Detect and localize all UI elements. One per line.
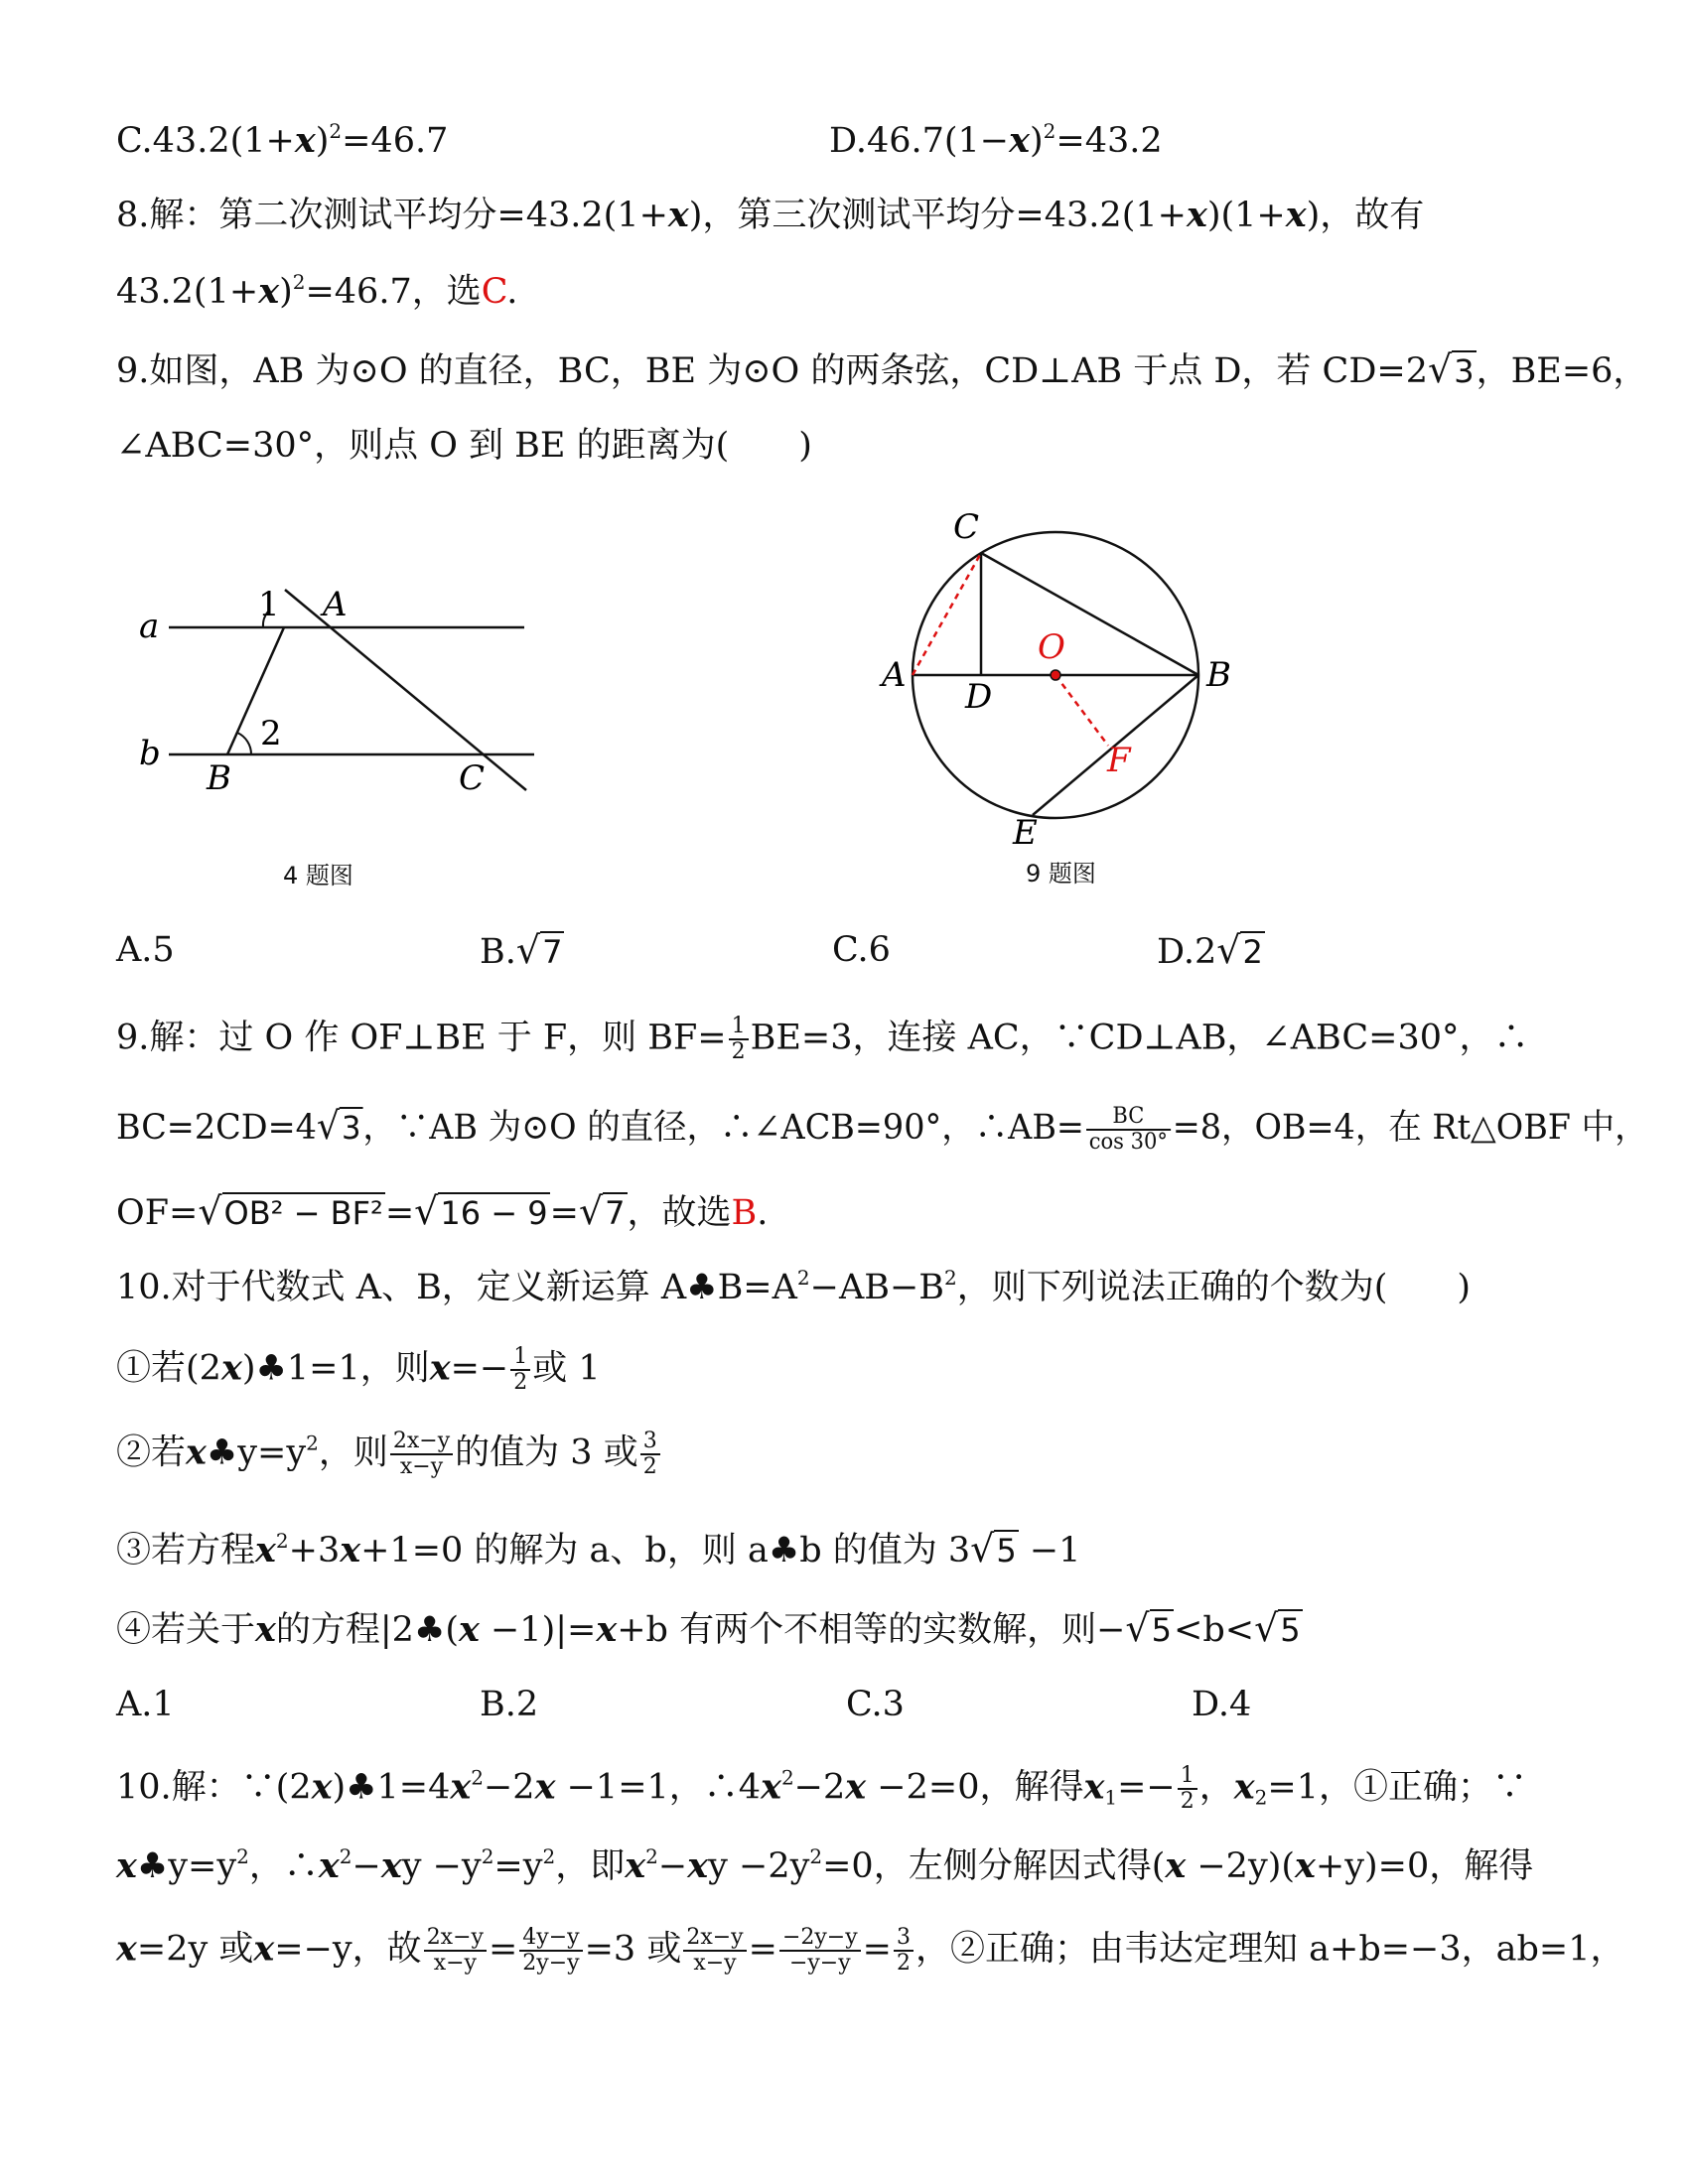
answer-9-line-3: OF=√OB² − BF²=√16 − 9=√7，故选B. <box>116 1189 769 1233</box>
answer-10-line-1: 10.解：$\because(2x)♣1=4x^2-2x -1=1$，$\therefore 4x^2-2x -2=0$，解得$x_1=-$ $\frac{1}{2}$ ，$x_2=1$，①正确；∵ <box>116 1763 1527 1814</box>
question-9-line-1: 9.如图，AB 为⊙O 的直径，BC，BE 为⊙O 的两条弦，CD⊥AB 于点 D，若 CD=2√3，BE=6， <box>116 347 1648 391</box>
label-O: O <box>1038 627 1065 667</box>
question-10-statement-4: ④若关于x的方程|2♣(x −1)|=x+b 有两个不相等的实数解，则−√5<b<√5 <box>116 1606 1301 1650</box>
answer-8-line-2: $43.2(1+x)^2=46.7$，选C. <box>116 270 518 312</box>
answer-10-line-2: $x♣y=y^2$，$\therefore x^2-xy -y^2=y^2$，即$x^2-xy -2y^2=0$，左侧分解因式得(x −2y)(x+y)=0，解得 <box>116 1844 1534 1886</box>
question-9-line-2: ∠ABC=30°，则点 O 到 BE 的距离为( ) <box>116 426 812 466</box>
q10-option-a: A.1 <box>116 1685 175 1724</box>
label-E: E <box>1013 813 1038 853</box>
label-D: D <box>965 677 993 717</box>
transversal-ac <box>285 590 526 790</box>
label-C: C <box>459 758 486 798</box>
label-angle-1: 1 <box>258 585 280 624</box>
q7-option-d: $D.46.7(1-x)^2=43.2$ <box>829 119 1163 161</box>
figure-9 <box>854 491 1251 859</box>
q9-option-a: A.5 <box>116 930 175 970</box>
figure-4-caption: 4 题图 <box>283 862 353 889</box>
answer-9-line-1: 9.解：过 O 作 OF⊥BE 于 F，则 BF= $\frac{1}{2}$ BE=3，连接 AC，∵CD⊥AB，∠ABC=30°，∴ <box>116 1014 1529 1064</box>
center-point <box>1051 670 1060 680</box>
dashed-ac <box>913 553 981 675</box>
label-a: a <box>139 607 160 646</box>
label-B: B <box>1206 655 1231 695</box>
question-10-line-1: 10.对于代数式 A、B，定义新运算 $A♣B=A^2-AB-B^2$，则下列说法正确的个数为( ) <box>116 1266 1472 1307</box>
answer-8-line-1: 8.解：第二次测试平均分=43.2(1+x)，第三次测试平均分=43.2(1+x)(1+x)，故有 <box>116 195 1425 235</box>
question-10-statement-2: ②若$x♣y=y^2$，则 $\frac{2x-y}{x-y}$ 的值为 3 或 $\frac{3}{2}$ <box>116 1430 662 1479</box>
label-F: F <box>1107 741 1131 780</box>
answer-9-choice: B <box>731 1193 758 1233</box>
label-C: C <box>953 507 980 547</box>
q7-option-c: $C.43.2(1+x)^2=46.7$ <box>116 119 449 161</box>
answer-8-choice: C <box>481 272 507 312</box>
dashed-of <box>1055 675 1108 746</box>
question-10-statement-3: ③若方程$x^2+3x+1=0$ 的解为 a、b，则 a♣b 的值为 3√5 −1 <box>116 1527 1081 1570</box>
question-10-statement-1: ①若(2x)♣1=1，则x=− $\frac{1}{2}$ 或 1 <box>116 1344 601 1395</box>
answer-10-line-3: x=2y 或x=−y，故 $\frac{2x-y}{x-y}$ = $\frac{4y-y}{2y-y}$ =3 或 $\frac{2x-y}{x-y}$ = $\frac{-2y-y}{-y-y}$ = $\frac{3}{2}$ ，②正确；由韦达定理知 a+b=−3，ab=1， <box>116 1925 1625 1976</box>
q10-option-c: C.3 <box>846 1685 905 1724</box>
answer-9-line-2: BC=2CD=4√3，∵AB 为⊙O 的直径，∴∠ACB=90°，∴AB= $\frac{BC}{\cos 30^\circ}$ =8，OB=4，在 Rt△OBF 中， <box>116 1103 1648 1155</box>
label-angle-2: 2 <box>260 714 282 753</box>
label-B: B <box>207 758 231 798</box>
q10-option-b: B.2 <box>480 1685 539 1724</box>
figure-9-caption: 9 题图 <box>1026 860 1096 887</box>
figure-4 <box>119 566 566 834</box>
q9-option-b: B.√7 <box>480 928 563 972</box>
chord-bc <box>981 553 1198 675</box>
q9-option-d: D.2√2 <box>1157 928 1263 972</box>
label-A: A <box>323 585 348 624</box>
label-b: b <box>139 734 161 773</box>
angle-2-arc <box>237 733 251 754</box>
label-A: A <box>882 655 907 695</box>
q9-option-c: C.6 <box>832 930 891 970</box>
q10-option-d: D.4 <box>1192 1685 1252 1724</box>
